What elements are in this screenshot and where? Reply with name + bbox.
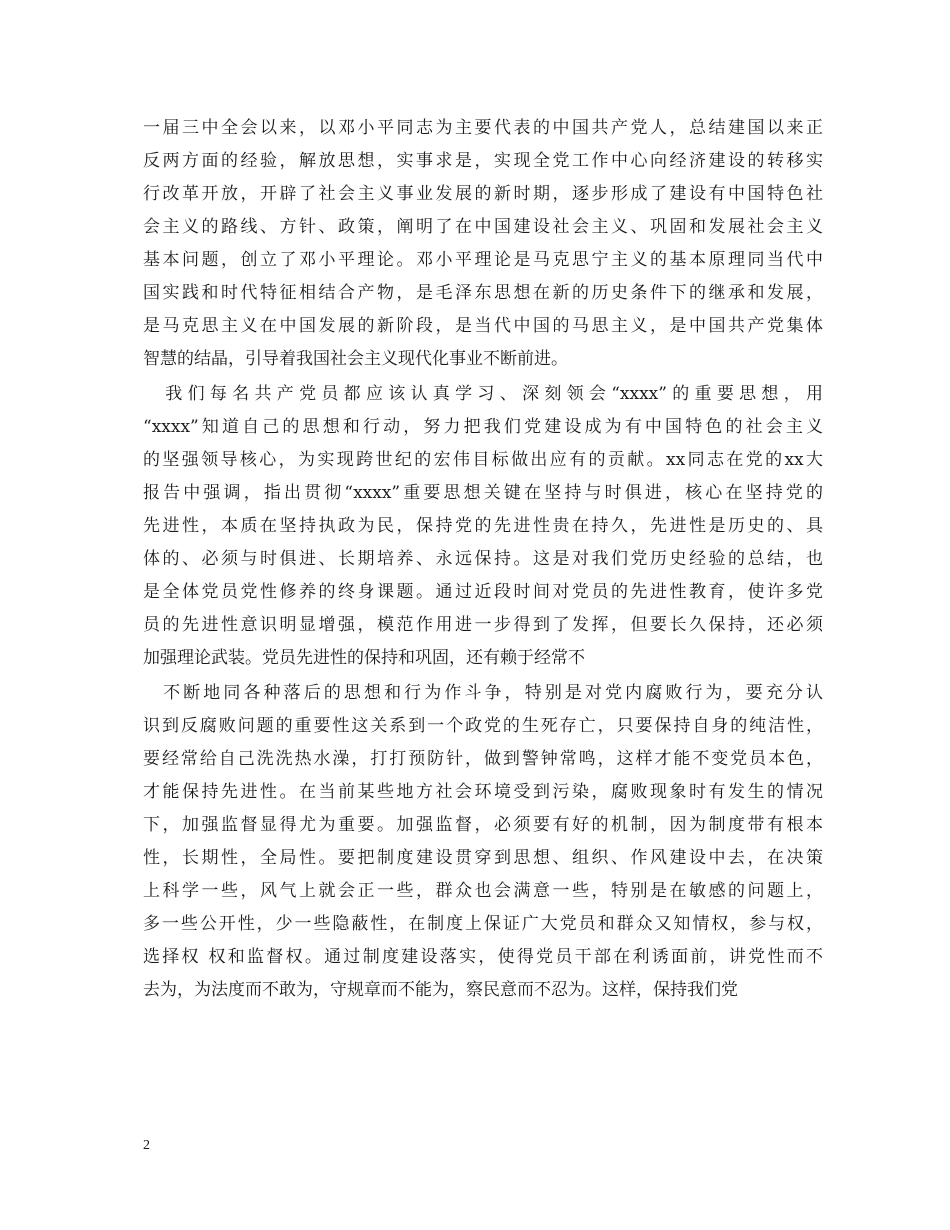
body-text [143,112,823,1007]
text-line: 智慧的结晶，引导着我国社会主义现代化事业不断前进。 [143,349,568,369]
text-line: 基本问题，创立了邓小平理论。邓小平理论是马克思宁主义的基本原理同当代中 [143,250,823,270]
text-line: “xxxx”知道自己的思想和行动，努力把我们党建设成为有中国特色的社会主义 [143,417,823,437]
text-line: 加强理论武装。党员先进性的保持和巩固，还有赖于经常不 [143,648,585,668]
text-line: 性，长期性，全局性。要把制度建设贯穿到思想、组织、作风建设中去，在决策 [143,848,823,868]
text-line: 选择权 权和监督权。通过制度建设落实，使得党员干部在利诱面前，讲党性而不 [143,947,823,967]
text-line: 先进性，本质在坚持执政为民，保持党的先进性贵在持久，先进性是历史的、具 [143,516,823,536]
text-line: 是全体党员党性修养的终身课题。通过近段时间对党员的先进性教育，使许多党 [143,582,823,602]
text-line: 的坚强领导核心，为实现跨世纪的宏伟目标做出应有的贡献。xx同志在党的xx大 [143,450,823,470]
text-line: 是马克思主义在中国发展的新阶段，是当代中国的马思主义，是中国共产党集体 [143,316,823,336]
text-line: 我们每名共产党员都应该认真学习、深刻领会“xxxx”的重要思想，用 [143,384,823,404]
text-line: 国实践和时代特征相结合产物，是毛泽东思想在新的历史条件下的继承和发展， [143,283,823,303]
text-line: 一届三中全会以来，以邓小平同志为主要代表的中国共产党人，总结建国以来正 [143,118,823,138]
text-line: 去为，为法度而不敢为，守规章而不能为，察民意而不忍为。这样，保持我们党 [143,980,738,1000]
paragraph [143,378,823,675]
page-number: 2 [143,1138,150,1153]
text-line: 上科学一些，风气上就会正一些，群众也会满意一些，特别是在敏感的问题上， [143,881,823,901]
text-line: 要经常给自己洗洗热水澡，打打预防针，做到警钟常鸣，这样才能不变党员本色， [143,749,823,769]
text-line: 行改革开放，开辟了社会主义事业发展的新时期，逐步形成了建设有中国特色社 [143,184,823,204]
paragraph [143,112,823,376]
text-line: 会主义的路线、方针、政策，阐明了在中国建设社会主义、巩固和发展社会主义 [143,217,823,237]
text-line: 报告中强调，指出贯彻“xxxx”重要思想关键在坚持与时俱进，核心在坚持党的 [143,483,823,503]
text-line: 体的、必须与时俱进、长期培养、永远保持。这是对我们党历史经验的总结，也 [143,549,823,569]
text-line: 多一些公开性，少一些隐蔽性，在制度上保证广大党员和群众又知情权，参与权， [143,914,823,934]
text-line: 反两方面的经验，解放思想，实事求是，实现全党工作中心向经济建设的转移实 [143,151,823,171]
text-line: 员的先进性意识明显增强，模范作用进一步得到了发挥，但要长久保持，还必须 [143,615,823,635]
text-line: 才能保持先进性。在当前某些地方社会环境受到污染，腐败现象时有发生的情况 [143,782,823,802]
text-line: 识到反腐败问题的重要性这关系到一个政党的生死存亡，只要保持自身的纯洁性， [143,716,823,736]
text-line: 不断地同各种落后的思想和行为作斗争，特别是对党内腐败行为，要充分认 [143,683,823,703]
text-line: 下，加强监督显得尤为重要。加强监督，必须要有好的机制，因为制度带有根本 [143,815,823,835]
paragraph [143,677,823,1007]
